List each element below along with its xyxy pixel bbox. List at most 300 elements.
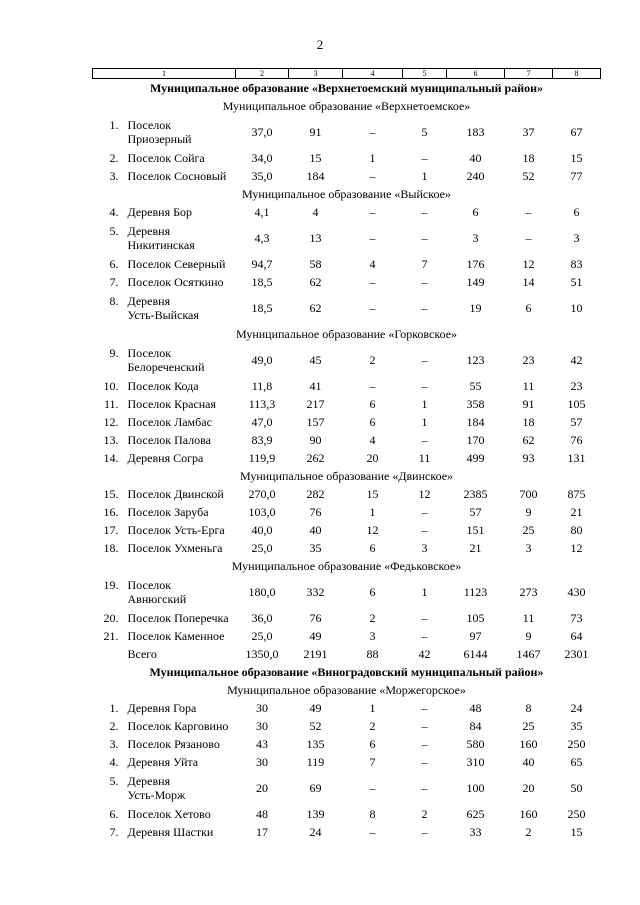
value-c2: 119,9 — [248, 451, 276, 465]
settlement-name-line: Приозерный — [127, 132, 192, 146]
value-c5: 1 — [421, 169, 428, 183]
value-c2: 47,0 — [251, 415, 273, 429]
settlement-name — [128, 629, 225, 643]
value-c4: – — [369, 125, 376, 139]
value-c2: 34,0 — [251, 151, 273, 165]
value-c3: 41 — [309, 379, 322, 393]
settlement-name — [128, 346, 205, 374]
settlement-name-line: Авнюгский — [127, 592, 187, 606]
value-c8: 2301 — [564, 647, 589, 661]
settlement-cell — [93, 485, 236, 503]
settlement-cell — [93, 255, 236, 273]
row-number: 5. — [109, 224, 119, 238]
settlement-cell — [93, 203, 236, 221]
table-row — [93, 273, 601, 291]
value-c3: 282 — [306, 487, 325, 501]
settlement-name — [128, 433, 212, 447]
value-c3: 24 — [309, 825, 322, 839]
value-c6: 580 — [466, 737, 485, 751]
table-row — [93, 203, 601, 221]
table-row — [93, 413, 601, 431]
settlement-cell — [93, 395, 236, 413]
settlement-name — [128, 611, 229, 625]
value-c8: 430 — [567, 585, 586, 599]
row-number: 3. — [109, 737, 119, 751]
value-c8: 24 — [570, 701, 583, 715]
value-c3: 62 — [309, 301, 322, 315]
value-c7: 18 — [522, 151, 535, 165]
settlement-cell — [93, 343, 236, 377]
value-c3: 217 — [306, 397, 325, 411]
value-c8: 67 — [570, 125, 583, 139]
column-number: 8 — [553, 69, 601, 79]
settlement-name-line: Поселок — [127, 346, 172, 360]
value-c3: 90 — [309, 433, 322, 447]
settlement-name-line: Поселок Ухменьга — [127, 541, 223, 555]
value-c4: 1 — [369, 701, 376, 715]
value-c2: 25,0 — [251, 541, 273, 555]
value-c3: 76 — [309, 611, 322, 625]
settlement-name-line: Поселок — [127, 118, 172, 132]
value-c7: 11 — [522, 379, 535, 393]
value-c4: – — [369, 205, 376, 219]
value-c6: 21 — [469, 541, 482, 555]
value-c7: 8 — [525, 701, 532, 715]
value-c2: 40,0 — [251, 523, 273, 537]
row-number: 17. — [103, 523, 119, 537]
value-c2: 36,0 — [251, 611, 273, 625]
row-number: 1. — [109, 118, 119, 132]
settlement-name-line: Деревня Уйта — [127, 755, 199, 769]
settlement-cell — [93, 167, 236, 185]
value-c2: 11,8 — [251, 379, 273, 393]
value-c6: 3 — [472, 231, 479, 245]
value-c8: 51 — [570, 275, 583, 289]
value-c3: 52 — [309, 719, 322, 733]
value-c7: 20 — [522, 781, 535, 795]
value-c4: – — [369, 169, 376, 183]
settlement-name-line: Деревня — [127, 294, 171, 308]
table-row — [93, 609, 601, 627]
settlement-name — [128, 275, 224, 289]
table-row — [93, 645, 601, 663]
value-c2: 180,0 — [248, 585, 276, 599]
settlement-name — [128, 578, 187, 606]
municipality-heading-row — [93, 557, 601, 575]
value-c6: 358 — [466, 397, 485, 411]
value-c4: 6 — [369, 541, 376, 555]
value-c5: – — [421, 379, 428, 393]
value-c5: – — [421, 781, 428, 795]
value-c6: 123 — [466, 353, 485, 367]
value-c3: 15 — [309, 151, 322, 165]
value-c7: – — [525, 231, 532, 245]
settlement-name — [128, 774, 186, 802]
municipality-heading: Муниципальное образование «Федьковское» — [231, 558, 462, 573]
value-c3: 58 — [309, 257, 322, 271]
settlement-cell — [93, 221, 236, 255]
value-c3: 139 — [306, 807, 325, 821]
settlement-name-line: Поселок Хетово — [127, 807, 211, 821]
value-c3: 45 — [309, 353, 322, 367]
value-c7: 18 — [522, 415, 535, 429]
value-c4: 15 — [366, 487, 379, 501]
settlement-name — [128, 825, 214, 839]
settlement-name-line: Усть-Морж — [127, 788, 186, 802]
row-number: 4. — [109, 205, 119, 219]
settlement-cell — [93, 149, 236, 167]
value-c3: 157 — [306, 415, 325, 429]
table-row — [93, 221, 601, 255]
value-c3: 69 — [309, 781, 322, 795]
value-c7: 40 — [522, 755, 535, 769]
settlement-name — [128, 647, 157, 661]
value-c8: 76 — [570, 433, 583, 447]
value-c5: – — [421, 755, 428, 769]
settlement-name-line: Поселок Красная — [127, 397, 217, 411]
settlement-name-line: Поселок Каменное — [127, 629, 225, 643]
settlement-name — [128, 807, 211, 821]
row-number: 9. — [109, 346, 119, 360]
value-c6: 499 — [466, 451, 485, 465]
settlement-name — [128, 505, 209, 519]
value-c5: – — [421, 701, 428, 715]
value-c8: 23 — [570, 379, 583, 393]
value-c4: 7 — [369, 755, 376, 769]
row-number: 4. — [109, 755, 119, 769]
value-c5: – — [421, 611, 428, 625]
value-c5: – — [421, 825, 428, 839]
value-c2: 20 — [256, 781, 268, 795]
value-c3: 40 — [309, 523, 322, 537]
settlement-name-line: Поселок Северный — [127, 257, 226, 271]
value-c7: 160 — [519, 807, 538, 821]
row-number: 5. — [109, 774, 119, 788]
value-c4: 6 — [369, 397, 376, 411]
settlement-name-line: Поселок Осяткино — [127, 275, 224, 289]
value-c3: 184 — [306, 169, 325, 183]
value-c4: 2 — [369, 611, 376, 625]
settlement-name-line: Деревня Согра — [127, 451, 204, 465]
value-c2: 30 — [256, 719, 268, 733]
value-c6: 184 — [466, 415, 485, 429]
value-c7: 11 — [522, 611, 535, 625]
settlement-name-line: Деревня — [127, 774, 171, 788]
table-row — [93, 449, 601, 467]
value-c6: 55 — [469, 379, 482, 393]
table-row — [93, 805, 601, 823]
value-c5: 5 — [421, 125, 428, 139]
row-number: 10. — [103, 379, 119, 393]
value-c6: 97 — [469, 629, 482, 643]
value-c8: 73 — [570, 611, 583, 625]
row-number: 8. — [109, 294, 119, 308]
value-c2: 30 — [256, 701, 268, 715]
column-number: 6 — [447, 69, 505, 79]
settlement-cell — [93, 805, 236, 823]
value-c7: 12 — [522, 257, 535, 271]
value-c2: 94,7 — [251, 257, 273, 271]
value-c6: 240 — [466, 169, 485, 183]
value-c5: – — [421, 301, 428, 315]
settlement-name-line: Поселок — [127, 578, 172, 592]
value-c4: – — [369, 825, 376, 839]
value-c2: 37,0 — [251, 125, 273, 139]
settlement-name — [128, 737, 220, 751]
row-number: 11. — [103, 397, 119, 411]
value-c5: 42 — [418, 647, 431, 661]
value-c4: 12 — [366, 523, 379, 537]
value-c2: 83,9 — [251, 433, 273, 447]
municipality-heading-row — [93, 325, 601, 343]
value-c2: 30 — [256, 755, 268, 769]
table-row — [93, 395, 601, 413]
settlement-name-line: Деревня Гора — [127, 701, 197, 715]
value-c7: 37 — [522, 125, 535, 139]
settlement-name-line: Деревня Бор — [127, 205, 192, 219]
value-c4: 88 — [366, 647, 379, 661]
value-c6: 149 — [466, 275, 485, 289]
value-c7: 700 — [519, 487, 538, 501]
settlement-cell — [93, 771, 236, 805]
settlement-cell — [93, 753, 236, 771]
value-c6: 57 — [469, 505, 482, 519]
value-c5: – — [421, 205, 428, 219]
settlement-name-line: Поселок Заруба — [127, 505, 209, 519]
municipality-heading-row — [93, 681, 601, 699]
municipality-heading-row — [93, 467, 601, 485]
value-c2: 4,3 — [254, 231, 270, 245]
value-c3: 49 — [309, 701, 322, 715]
value-c4: 6 — [369, 585, 376, 599]
value-c2: 48 — [256, 807, 268, 821]
value-c4: 8 — [369, 807, 376, 821]
row-number: 2. — [109, 719, 119, 733]
table-row — [93, 115, 601, 149]
settlement-name-line: Поселок Ламбас — [127, 415, 212, 429]
column-number: 7 — [505, 69, 553, 79]
value-c8: 21 — [570, 505, 583, 519]
value-c7: 6 — [525, 301, 532, 315]
value-c3: 4 — [312, 205, 319, 219]
table-row — [93, 771, 601, 805]
value-c5: – — [421, 737, 428, 751]
value-c8: 10 — [570, 301, 583, 315]
settlement-cell — [93, 431, 236, 449]
row-number: 16. — [103, 505, 119, 519]
value-c3: 91 — [309, 125, 322, 139]
value-c6: 310 — [466, 755, 485, 769]
value-c5: – — [421, 523, 428, 537]
value-c5: 12 — [418, 487, 431, 501]
page-number: 2 — [316, 37, 324, 52]
value-c3: 2191 — [303, 647, 328, 661]
value-c3: 135 — [306, 737, 325, 751]
value-c4: 2 — [369, 353, 376, 367]
settlement-name-line: Деревня Шастки — [127, 825, 214, 839]
value-c4: 20 — [366, 451, 379, 465]
municipality-heading: Муниципальное образование «Моржегорское» — [227, 682, 466, 697]
value-c7: 9 — [525, 505, 532, 519]
settlement-name — [128, 294, 199, 322]
table-row — [93, 539, 601, 557]
value-c6: 1123 — [463, 585, 488, 599]
settlement-cell — [93, 717, 236, 735]
value-c8: 875 — [567, 487, 586, 501]
settlement-name — [128, 719, 229, 733]
table-row — [93, 167, 601, 185]
municipality-heading: Муниципальное образование «Выйское» — [242, 186, 451, 201]
settlement-name — [128, 151, 205, 165]
value-c6: 170 — [466, 433, 485, 447]
district-heading-row — [93, 79, 601, 98]
value-c7: 52 — [522, 169, 535, 183]
settlement-cell — [93, 735, 236, 753]
municipality-heading: Муниципальное образование «Горковское» — [235, 326, 458, 341]
value-c8: 65 — [570, 755, 583, 769]
value-c6: 84 — [469, 719, 482, 733]
value-c8: 105 — [567, 397, 586, 411]
value-c5: – — [421, 151, 428, 165]
municipality-heading: Муниципальное образование «Двинское» — [239, 468, 454, 483]
value-c3: 13 — [309, 231, 322, 245]
value-c3: 262 — [306, 451, 325, 465]
value-c5: – — [421, 231, 428, 245]
value-c8: 6 — [573, 205, 580, 219]
value-c2: 35,0 — [251, 169, 273, 183]
value-c6: 151 — [466, 523, 485, 537]
settlement-name-line: Всего — [127, 647, 157, 661]
settlement-name-line: Белореченский — [127, 360, 205, 374]
settlement-name — [128, 701, 197, 715]
value-c4: 4 — [369, 433, 376, 447]
row-number: 13. — [103, 433, 119, 447]
row-number: 6. — [109, 807, 119, 821]
value-c8: 15 — [570, 151, 583, 165]
value-c8: 12 — [570, 541, 583, 555]
value-c2: 4,1 — [254, 205, 270, 219]
settlement-cell — [93, 273, 236, 291]
value-c7: 3 — [525, 541, 532, 555]
table-row — [93, 627, 601, 645]
value-c5: – — [421, 353, 428, 367]
settlement-name — [128, 415, 212, 429]
value-c3: 332 — [306, 585, 325, 599]
value-c4: – — [369, 781, 376, 795]
municipality-heading-row — [93, 185, 601, 203]
value-c4: 4 — [369, 257, 376, 271]
value-c4: – — [369, 231, 376, 245]
value-c7: 62 — [522, 433, 535, 447]
value-c7: 25 — [522, 523, 535, 537]
settlement-cell — [93, 539, 236, 557]
value-c7: 2 — [525, 825, 532, 839]
table-row — [93, 377, 601, 395]
row-number: 7. — [109, 275, 119, 289]
row-number: 12. — [103, 415, 119, 429]
settlement-name-line: Поселок Сойга — [127, 151, 205, 165]
settlement-cell — [93, 449, 236, 467]
settlement-cell — [93, 503, 236, 521]
settlement-cell — [93, 115, 236, 149]
table-row — [93, 575, 601, 609]
value-c5: – — [421, 505, 428, 519]
row-number — [93, 647, 128, 661]
value-c2: 1350,0 — [245, 647, 279, 661]
row-number: 6. — [109, 257, 119, 271]
settlement-cell — [93, 521, 236, 539]
value-c7: 9 — [525, 629, 532, 643]
value-c2: 25,0 — [251, 629, 273, 643]
column-number: 3 — [289, 69, 343, 79]
value-c5: 7 — [421, 257, 428, 271]
value-c7: 23 — [522, 353, 535, 367]
value-c4: – — [369, 379, 376, 393]
value-c2: 49,0 — [251, 353, 273, 367]
table-row — [93, 735, 601, 753]
value-c6: 19 — [469, 301, 482, 315]
value-c8: 42 — [570, 353, 583, 367]
settlement-cell — [93, 627, 236, 645]
settlement-name — [128, 523, 225, 537]
value-c3: 49 — [309, 629, 322, 643]
value-c3: 76 — [309, 505, 322, 519]
table-row — [93, 753, 601, 771]
row-number: 14. — [103, 451, 119, 465]
settlement-name — [128, 451, 204, 465]
table-row — [93, 431, 601, 449]
value-c7: 1467 — [516, 647, 541, 661]
value-c7: 91 — [522, 397, 535, 411]
table-row — [93, 503, 601, 521]
value-c6: 183 — [466, 125, 485, 139]
value-c4: 2 — [369, 719, 376, 733]
row-number: 18. — [103, 541, 119, 555]
settlement-cell — [93, 291, 236, 325]
settlement-name-line: Поселок Карговино — [127, 719, 229, 733]
value-c8: 250 — [567, 807, 586, 821]
value-c7: 25 — [522, 719, 535, 733]
value-c7: 273 — [519, 585, 538, 599]
value-c3: 119 — [306, 755, 325, 769]
column-number: 2 — [236, 69, 289, 79]
row-number: 2. — [109, 151, 119, 165]
value-c2: 113,3 — [248, 397, 276, 411]
settlement-cell — [93, 609, 236, 627]
value-c6: 6144 — [463, 647, 488, 661]
value-c7: 160 — [519, 737, 538, 751]
settlement-name — [128, 379, 199, 393]
table-row — [93, 291, 601, 325]
value-c8: 80 — [570, 523, 583, 537]
table-row — [93, 255, 601, 273]
value-c8: 77 — [570, 169, 583, 183]
municipality-heading-row — [93, 97, 601, 115]
value-c4: 1 — [369, 505, 376, 519]
value-c2: 18,5 — [251, 275, 273, 289]
row-number: 15. — [103, 487, 119, 501]
value-c2: 17 — [256, 825, 268, 839]
settlement-name-line: Усть-Выйская — [127, 308, 199, 322]
value-c8: 131 — [567, 451, 586, 465]
table-row — [93, 823, 601, 841]
table-row — [93, 717, 601, 735]
value-c6: 105 — [466, 611, 485, 625]
value-c4: 6 — [369, 737, 376, 751]
value-c7: – — [525, 205, 532, 219]
value-c8: 57 — [570, 415, 583, 429]
value-c7: 14 — [522, 275, 535, 289]
